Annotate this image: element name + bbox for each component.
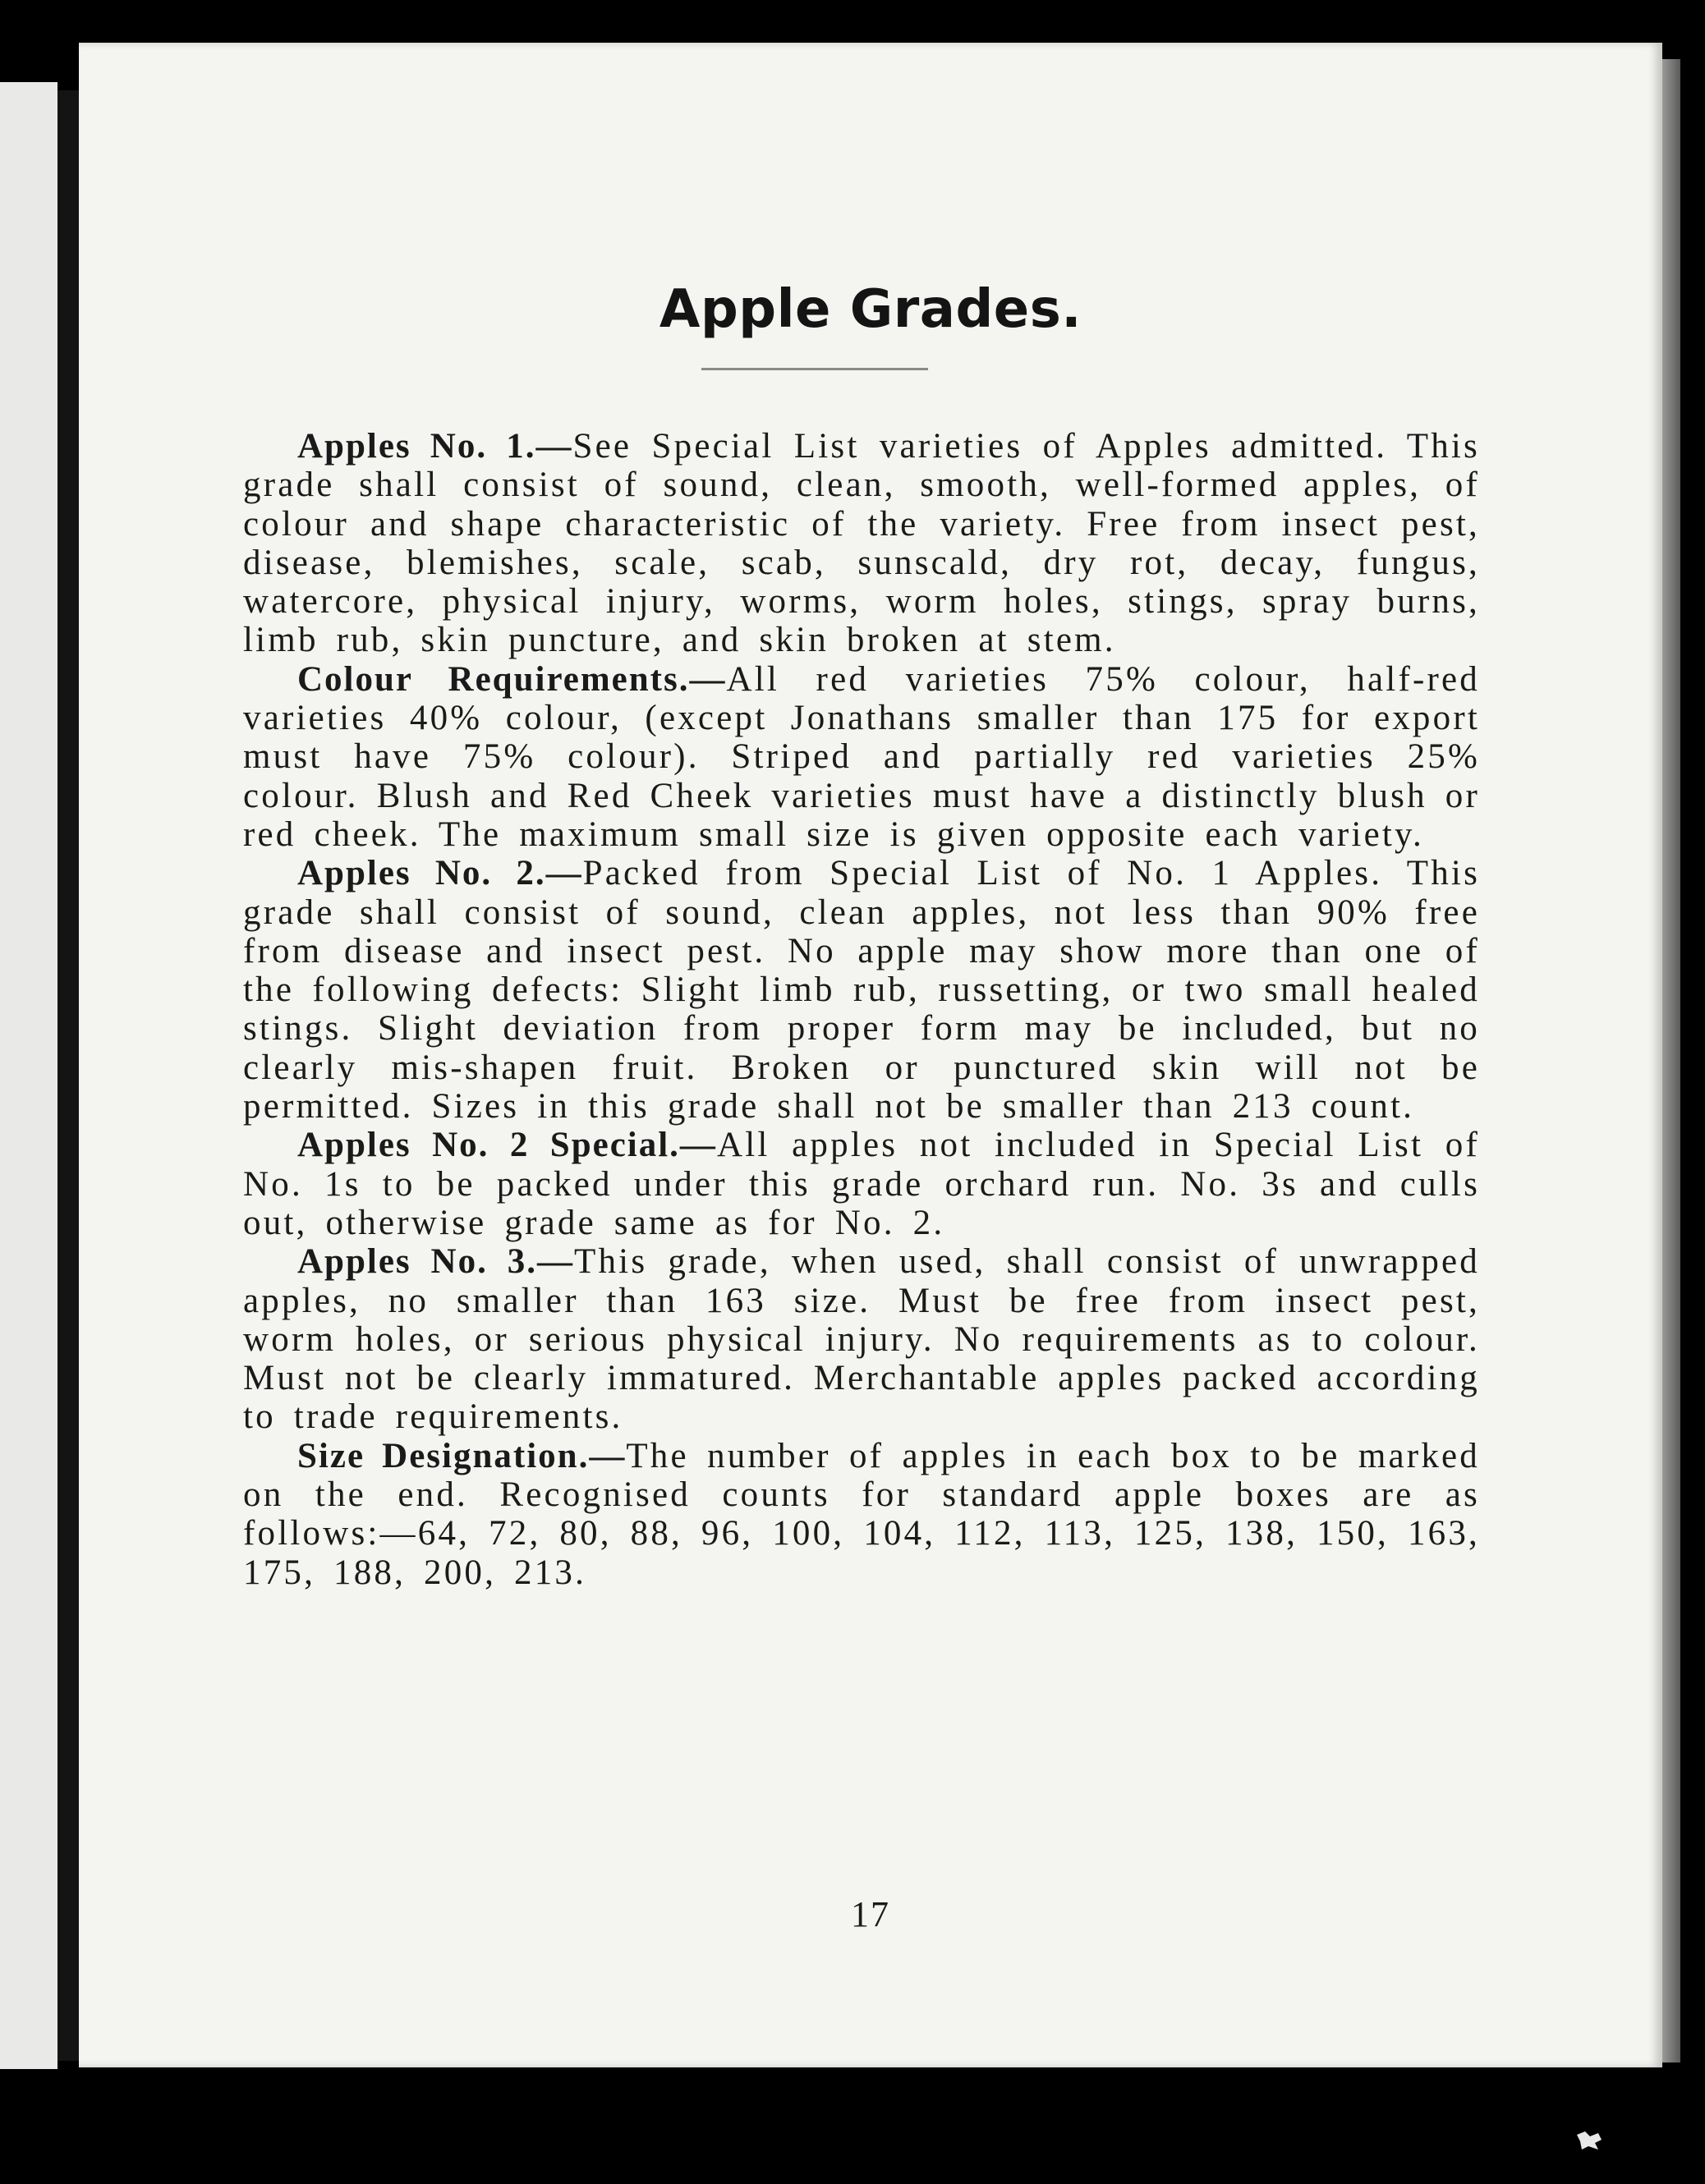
- paragraph-text: See Special List varieties of Apples admitted. This grade shall consist of sound, clean, smooth, well-formed apples, of colour and shape characteristic of the variety. Free from insect pest, disease, blemishes, scale, scab, sunscald, dry rot, decay, fungus, watercore, physical injury, worms, worm holes, stings, spray burns, limb rub, skin puncture, and skin broken at stem.: [243, 427, 1480, 660]
- paragraph-text: This grade, when used, shall consist of unwrapped apples, no smaller than 163 size. Must be free from insect pest, worm holes, or serious physical injury. No requirements as to colour. Must not be clearly immatured. Merchantable apples packed according to trade requirements.: [243, 1242, 1481, 1437]
- book-spine: [57, 90, 79, 2061]
- paragraph-lead: Apples No. 2.—: [297, 854, 583, 893]
- paragraph-lead: Apples No. 1.—: [297, 427, 573, 466]
- page-title: Apple Grades.: [659, 279, 1082, 340]
- paragraph-apples-no-2-special: [243, 1126, 1480, 1242]
- paragraph-text: Packed from Special List of No. 1 Apples. This grade shall consist of sound, clean apples, not less than 90% free from disease and insect pest. No apple may show more than one of the following defects: Slight limb rub, russetting, or two small healed stings. Slight deviation from proper form may be included, but no clearly mis-shapen fruit. Broken or punctured skin will not be permitted. Sizes in this grade shall not be smaller than 213 count.: [243, 854, 1481, 1126]
- paragraph-lead: Apples No. 2 Special.—: [297, 1126, 717, 1165]
- title-rule: [701, 368, 928, 370]
- paragraph-apples-no-3: [243, 1242, 1480, 1436]
- facing-page-edge: [0, 82, 57, 2069]
- paragraph-text: All red varieties 75% colour, half-red varieties 40% colour, (except Jonathans smaller than 175 for export must have 75% colour). Striped and partially red varieties 25% colour. Blush and Red Cheek varieties must have a distinctly blush or red cheek. The maximum small size is given opposite each variety.: [243, 659, 1480, 854]
- paragraph-text: All apples not included in Special List of No. 1s to be packed under this grade orchard run. No. 3s and culls out, otherwise grade same as for No. 2.: [243, 1126, 1480, 1242]
- scan-artifact: [1574, 2130, 1606, 2151]
- paragraph-lead: Apples No. 3.—: [297, 1242, 574, 1282]
- paragraph-apples-no-2: [243, 854, 1480, 1126]
- paragraph-colour-requirements: [243, 660, 1480, 854]
- page-edge-shadow: [1662, 59, 1680, 2062]
- paragraph-size-designation: [243, 1437, 1480, 1592]
- book-page: [79, 43, 1662, 2067]
- body-text: [243, 427, 1480, 1592]
- page-number: 17: [851, 1894, 890, 1934]
- paragraph-lead: Size Designation.—: [297, 1436, 627, 1475]
- paragraph-text: The number of apples in each box to be marked on the end. Recognised counts for standard apple boxes are as follows:—64, 72, 80, 88, 96, 100, 104, 112, 113, 125, 138, 150, 163, 175, 188, 200, 213.: [243, 1436, 1480, 1592]
- paragraph-apples-no-1: [243, 427, 1480, 660]
- paragraph-lead: Colour Requirements.—: [297, 659, 727, 699]
